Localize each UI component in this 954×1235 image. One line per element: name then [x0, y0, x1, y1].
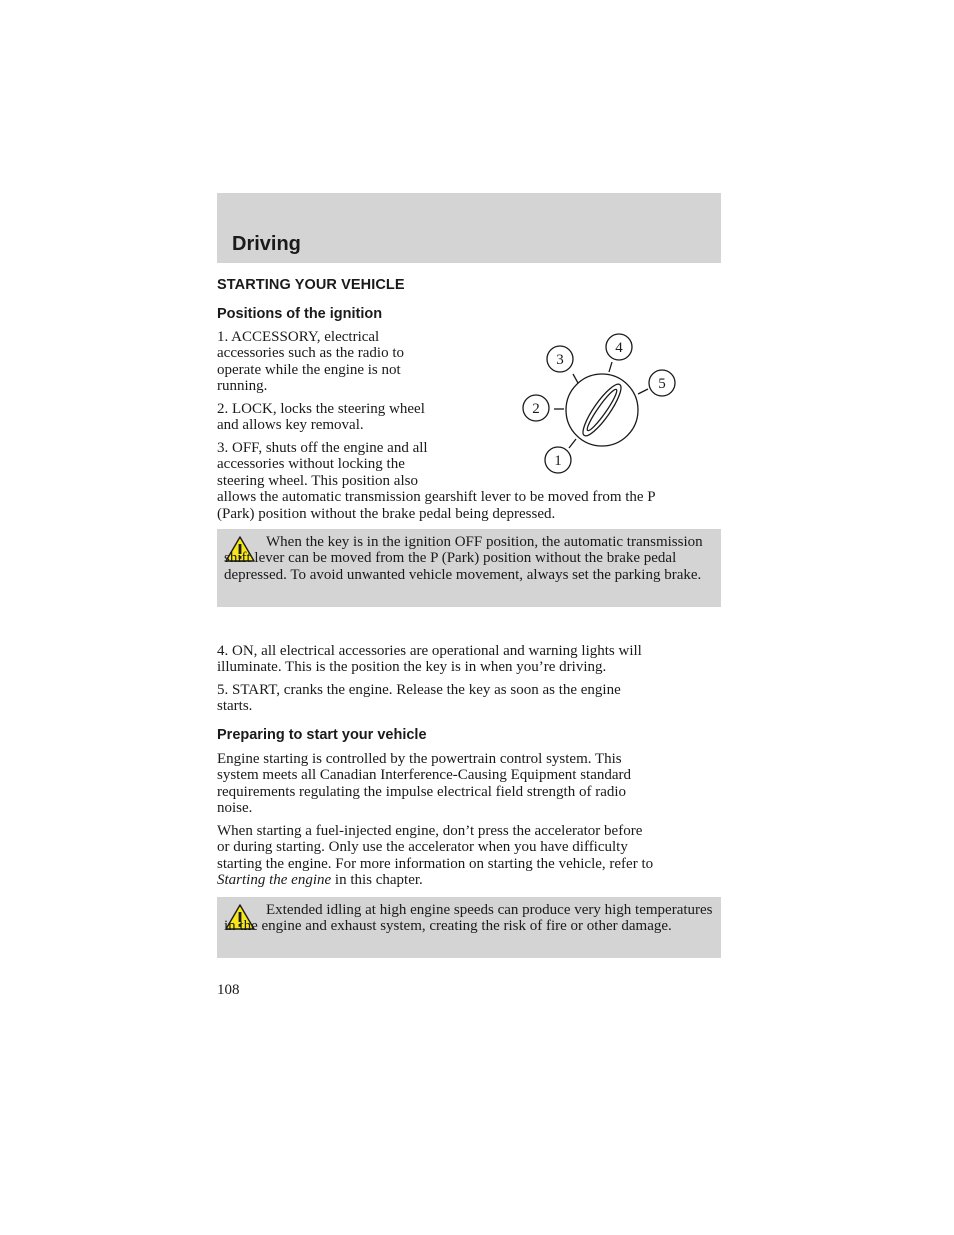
ignition-diagram — [512, 326, 692, 482]
position-label-5: 5 — [658, 376, 666, 392]
line: accessories without locking the — [217, 456, 405, 473]
line: allows the automatic transmission gearshift lever to be moved from the P — [217, 489, 656, 506]
tick-3 — [573, 374, 578, 383]
ignition-cylinder — [566, 374, 638, 446]
line: requirements regulating the impulse electrical field strength of radio — [217, 783, 627, 800]
line: accessories such as the radio to — [217, 345, 405, 362]
tick-1 — [569, 439, 576, 448]
tick-4 — [609, 362, 612, 372]
position-label-1: 1 — [554, 453, 562, 469]
line: 5. START, cranks the engine. Release the key as soon as the engine — [217, 682, 621, 698]
key-slot-outer — [578, 380, 627, 440]
ignition-item-5 — [217, 682, 721, 715]
line: or during starting. Only use the accelerator when you have difficulty — [217, 839, 628, 856]
line: steering wheel. This position also — [217, 472, 418, 489]
cross-reference: Starting the engine — [217, 872, 332, 889]
line: starting the engine. For more information on starting the vehicle, refer to — [217, 855, 654, 872]
line: 4. ON, all electrical accessories are operational and warning lights will — [217, 643, 642, 659]
preparing-paragraph-2 — [217, 823, 727, 889]
position-label-4: 4 — [615, 340, 623, 356]
line: operate while the engine is not — [217, 361, 401, 378]
ignition-heading: Positions of the ignition — [217, 306, 383, 322]
ignition-item-2 — [217, 401, 477, 434]
position-label-3: 3 — [556, 352, 564, 368]
line: 1. ACCESSORY, electrical — [217, 329, 380, 345]
line — [217, 872, 727, 888]
warning-text: Extended idling at high engine speeds can produce very high temperatures in the engine and exhaust system, creating the risk of fire or other damage. — [224, 902, 713, 935]
warning-text: When the key is in the ignition OFF position, the automatic transmission shift lever can be moved from the P (Park) position without the brake pedal depressed. To avoid unwanted vehicle movement, always set the parking brake. — [224, 534, 703, 583]
line: illuminate. This is the position the key is in when you’re driving. — [217, 659, 607, 676]
line: and allows key removal. — [217, 417, 364, 434]
key-slot-inner — [584, 387, 620, 433]
warning-box-idling — [217, 897, 721, 958]
line: system meets all Canadian Interference-Causing Equipment standard — [217, 767, 632, 784]
preparing-paragraph-1 — [217, 751, 721, 817]
ignition-item-4 — [217, 643, 721, 676]
line: (Park) position without the brake pedal being depressed. — [217, 505, 556, 522]
chapter-title: Driving — [232, 233, 301, 255]
line: 3. OFF, shuts off the engine and all — [217, 440, 428, 456]
line: Engine starting is controlled by the powertrain control system. This — [217, 751, 622, 767]
line: noise. — [217, 800, 253, 817]
preparing-heading: Preparing to start your vehicle — [217, 727, 427, 743]
ignition-item-1 — [217, 329, 477, 395]
line: 2. LOCK, locks the steering wheel — [217, 401, 425, 417]
chapter-header — [217, 193, 721, 263]
line: When starting a fuel-injected engine, don’t press the accelerator before — [217, 823, 643, 839]
tick-5 — [638, 389, 648, 394]
position-label-2: 2 — [532, 401, 540, 417]
section-title: STARTING YOUR VEHICLE — [217, 277, 405, 293]
warning-box-key-off — [217, 529, 721, 607]
line: running. — [217, 378, 268, 395]
page-number: 108 — [217, 982, 240, 998]
line: starts. — [217, 698, 253, 715]
line-tail: in this chapter. — [331, 872, 423, 889]
